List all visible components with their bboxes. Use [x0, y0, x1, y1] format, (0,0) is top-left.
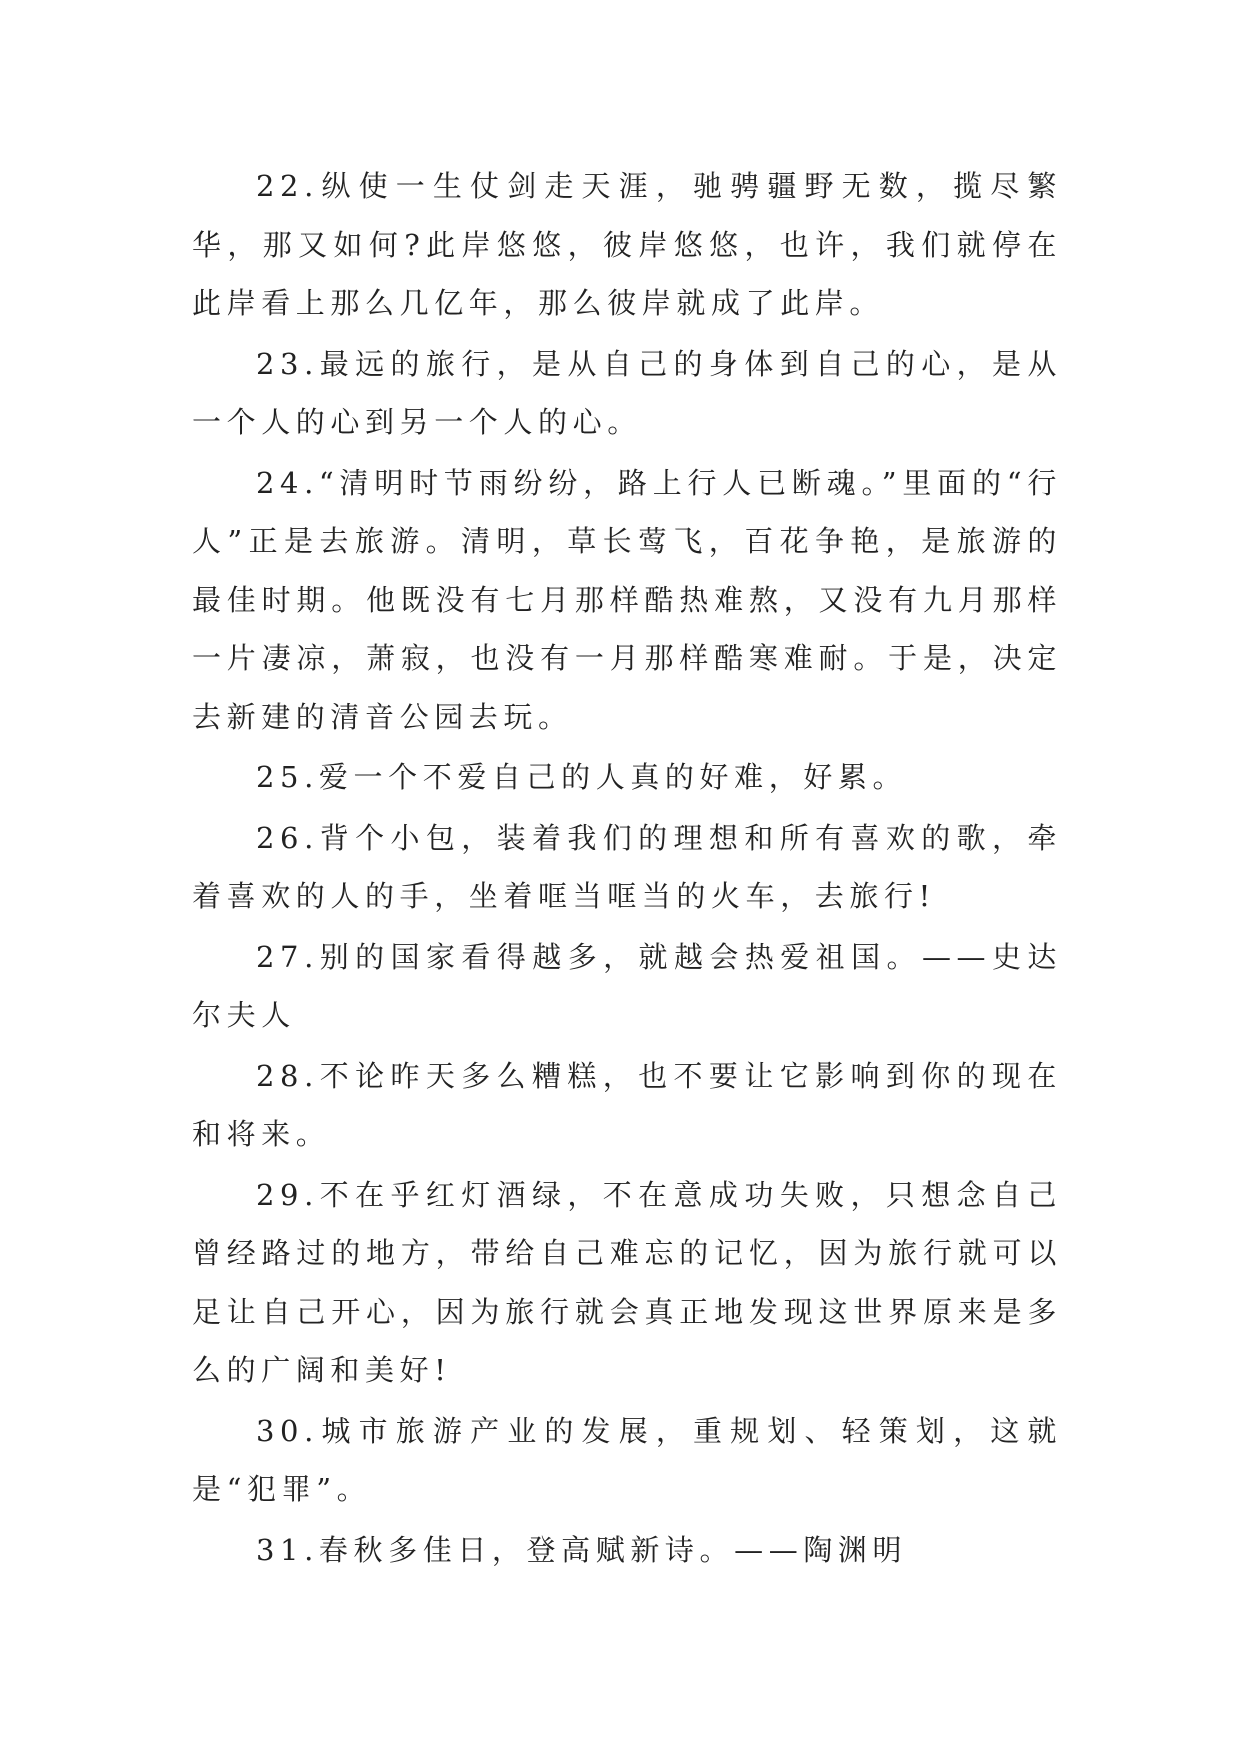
paragraph-24: 24.“清明时节雨纷纷，路上行人已断魂。”里面的“行人”正是去旅游。清明，草长莺飞，百花争艳，是旅游的最佳时期。他既没有七月那样酷热难熬，又没有九月那样一片凄凉，萧寂，也没有一月那样酷寒难耐。于是，决定去新建的清音公园去玩。 — [192, 465, 1062, 734]
paragraph-26: 26.背个小包，装着我们的理想和所有喜欢的歌，牵着喜欢的人的手，坐着哐当哐当的火车，去旅行! — [192, 820, 1062, 913]
paragraph-30: 30.城市旅游产业的发展，重规划、轻策划，这就是“犯罪”。 — [192, 1413, 1062, 1506]
paragraph-31: 31.春秋多佳日，登高赋新诗。——陶渊明 — [256, 1532, 908, 1567]
paragraph-25: 25.爱一个不爱自己的人真的好难，好累。 — [256, 760, 908, 794]
paragraph-29: 29.不在乎红灯酒绿，不在意成功失败，只想念自己曾经路过的地方，带给自己难忘的记忆，因为旅行就可以足让自己开心，因为旅行就会真正地发现这世界原来是多么的广阔和美好! — [192, 1177, 1062, 1387]
paragraph-23: 23.最远的旅行，是从自己的身体到自己的心，是从一个人的心到另一个人的心。 — [192, 346, 1062, 439]
paragraph-28: 28.不论昨天多么糟糕，也不要让它影响到你的现在和将来。 — [192, 1058, 1062, 1151]
paragraph-27: 27.别的国家看得越多，就越会热爱祖国。——史达尔夫人 — [192, 939, 1062, 1032]
document-body — [192, 157, 1062, 1581]
paragraph-22: 22.纵使一生仗剑走天涯，驰骋疆野无数，揽尽繁华，那又如何?此岸悠悠，彼岸悠悠，也许，我们就停在此岸看上那么几亿年，那么彼岸就成了此岸。 — [192, 169, 1062, 320]
